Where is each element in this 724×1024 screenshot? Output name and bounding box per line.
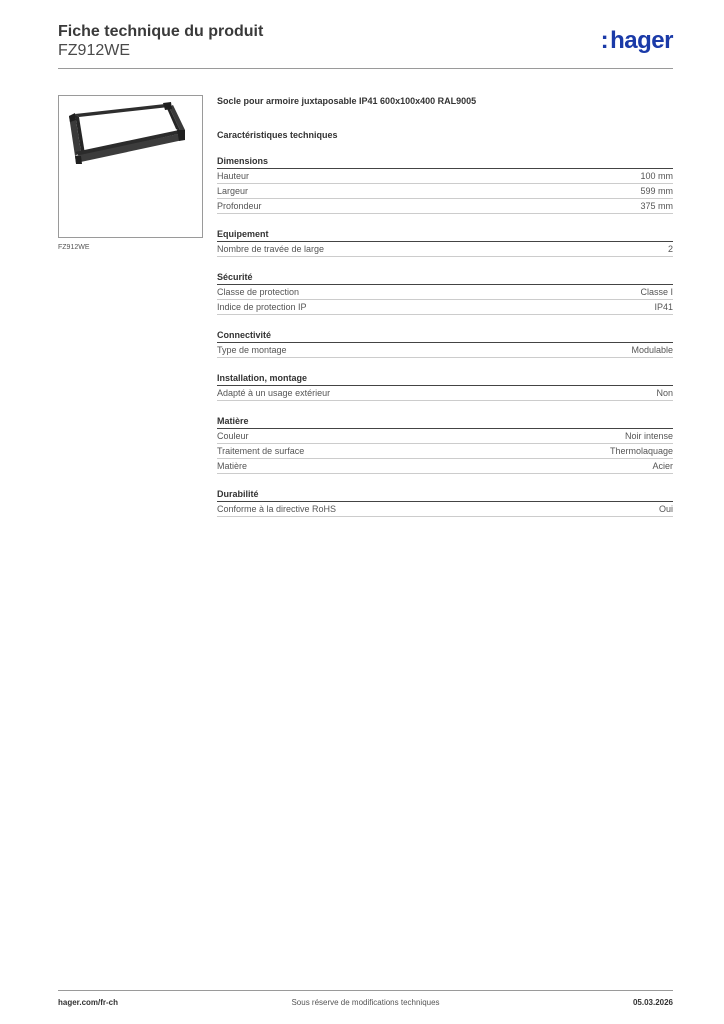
spec-label: Classe de protection (217, 287, 300, 297)
document-footer (58, 998, 673, 1010)
spec-group (217, 415, 673, 474)
spec-row (217, 199, 673, 214)
spec-value: IP41 (654, 302, 673, 312)
spec-label: Hauteur (217, 171, 250, 181)
spec-value: Noir intense (624, 431, 673, 441)
specs-section-title: Caractéristiques techniques (217, 130, 338, 140)
spec-value: Oui (658, 504, 673, 514)
spec-row (217, 502, 673, 517)
spec-label: Largeur (217, 186, 249, 196)
header-divider (58, 68, 673, 69)
spec-row (217, 386, 673, 401)
image-caption: FZ912WE (58, 244, 90, 251)
spec-row (217, 343, 673, 358)
spec-group (217, 228, 673, 257)
spec-value: Classe I (640, 287, 673, 297)
footer-website[interactable]: hager.com/fr-ch (58, 998, 119, 1007)
spec-value: 100 mm (640, 171, 673, 181)
spec-label: Type de montage (217, 345, 287, 355)
spec-value: Non (656, 388, 673, 398)
spec-label: Indice de protection IP (217, 302, 307, 312)
spec-value: 599 mm (640, 186, 673, 196)
spec-row (217, 169, 673, 184)
spec-group-title: Sécurité (217, 271, 673, 285)
spec-label: Matière (217, 461, 248, 471)
product-description: Socle pour armoire juxtaposable IP41 600x100x400 RAL9005 (217, 96, 477, 106)
spec-row (217, 285, 673, 300)
spec-label: Nombre de travée de large (217, 244, 325, 254)
spec-label: Profondeur (217, 201, 262, 211)
spec-value: Modulable (631, 345, 673, 355)
spec-group (217, 488, 673, 517)
spec-value: Acier (652, 461, 673, 471)
spec-row (217, 300, 673, 315)
footer-divider (58, 990, 673, 991)
spec-row (217, 444, 673, 459)
spec-group-title: Durabilité (217, 488, 673, 502)
spec-value: 2 (667, 244, 673, 254)
spec-row (217, 429, 673, 444)
logo-colon: : (600, 27, 609, 54)
spec-group-title: Connectivité (217, 329, 673, 343)
spec-label: Traitement de surface (217, 446, 305, 456)
spec-groups (217, 155, 673, 517)
document-header (58, 22, 673, 70)
spec-label: Conforme à la directive RoHS (217, 504, 337, 514)
spec-group (217, 329, 673, 358)
spec-group-title: Matière (217, 415, 673, 429)
spec-group (217, 271, 673, 315)
spec-group-title: Equipement (217, 228, 673, 242)
spec-label: Couleur (217, 431, 249, 441)
spec-group-title: Dimensions (217, 155, 673, 169)
logo-text: hager (610, 27, 673, 54)
spec-group (217, 155, 673, 214)
document-title: Fiche technique du produit (58, 23, 264, 40)
spec-row (217, 242, 673, 257)
specs-content (217, 95, 673, 517)
footer-date: 05.03.2026 (632, 998, 673, 1007)
footer-notice: Sous réserve de modifications techniques (291, 998, 440, 1007)
product-image-frame (58, 95, 203, 238)
spec-row (217, 459, 673, 474)
frame-base-icon (59, 96, 202, 237)
spec-value: 375 mm (640, 201, 673, 211)
spec-row (217, 184, 673, 199)
hager-logo (601, 28, 673, 54)
spec-label: Adapté à un usage extérieur (217, 388, 331, 398)
product-reference: FZ912WE (58, 42, 131, 59)
spec-group (217, 372, 673, 401)
spec-value: Thermolaquage (609, 446, 673, 456)
spec-group-title: Installation, montage (217, 372, 673, 386)
